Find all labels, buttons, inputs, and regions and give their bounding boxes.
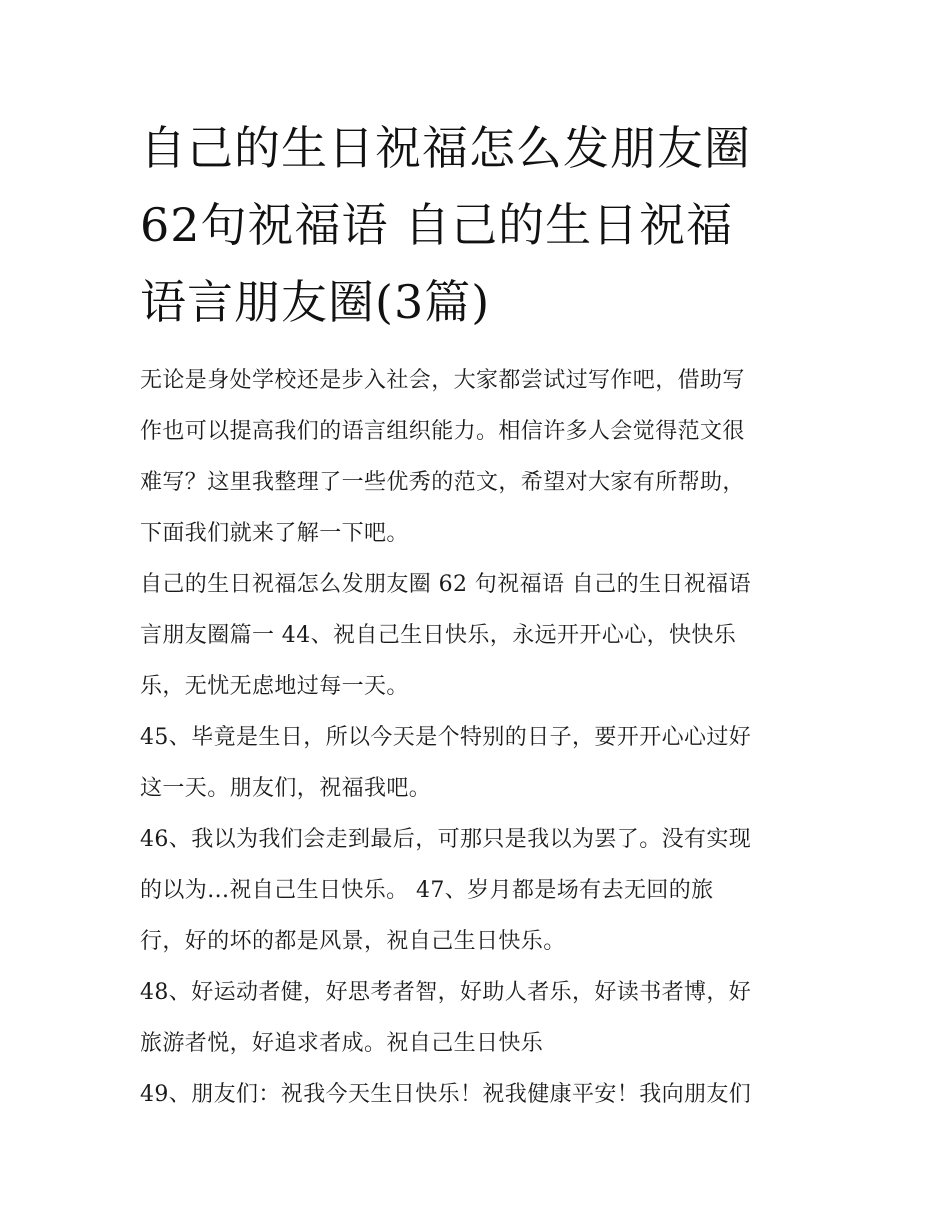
document-title xyxy=(140,110,815,341)
text-line: 自己的生日祝福怎么发朋友圈 62 句祝福语 自己的生日祝福语 xyxy=(140,572,751,597)
title-line-3: 语言朋友圈(3篇) xyxy=(140,275,491,329)
text-line: 行，好的坏的都是风景，祝自己生日快乐。 xyxy=(140,929,566,954)
text-line: 作也可以提高我们的语言组织能力。相信许多人会觉得范文很 xyxy=(140,419,745,444)
intro-paragraph xyxy=(140,355,815,559)
text-line: 难写？这里我整理了一些优秀的范文，希望对大家有所帮助， xyxy=(140,470,745,495)
text-line: 旅游者悦，好追求者成。祝自己生日快乐 xyxy=(140,1031,544,1056)
text-line: 49、朋友们：祝我今天生日快乐！祝我健康平安！我向朋友们 xyxy=(140,1082,752,1107)
document-body xyxy=(140,355,815,1120)
text-line: 48、好运动者健，好思考者智，好助人者乐，好读书者博，好 xyxy=(140,980,752,1005)
text-line: 无论是身处学校还是步入社会，大家都尝试过写作吧，借助写 xyxy=(140,368,745,393)
text-line: 的以为...祝自己生日快乐。 47、岁月都是场有去无回的旅 xyxy=(140,878,714,903)
item-46-paragraph xyxy=(140,814,815,967)
text-line: 这一天。朋友们，祝福我吧。 xyxy=(140,776,432,801)
document-content xyxy=(140,110,815,1120)
item-45-paragraph xyxy=(140,712,815,814)
text-line: 46、我以为我们会走到最后，可那只是我以为罢了。没有实现 xyxy=(140,827,752,852)
item-49-paragraph xyxy=(140,1069,815,1120)
text-line: 下面我们就来了解一下吧。 xyxy=(140,521,409,546)
text-line: 乐，无忧无虑地过每一天。 xyxy=(140,674,409,699)
section-one-paragraph xyxy=(140,559,815,712)
title-line-2: 62句祝福语 自己的生日祝福 xyxy=(140,198,734,252)
text-line: 言朋友圈篇一 44、祝自己生日快乐，永远开开心心，快快乐 xyxy=(140,623,737,648)
title-line-1: 自己的生日祝福怎么发朋友圈 xyxy=(140,121,751,175)
text-line: 45、毕竟是生日，所以今天是个特别的日子，要开开心心过好 xyxy=(140,725,752,750)
item-48-paragraph xyxy=(140,967,815,1069)
